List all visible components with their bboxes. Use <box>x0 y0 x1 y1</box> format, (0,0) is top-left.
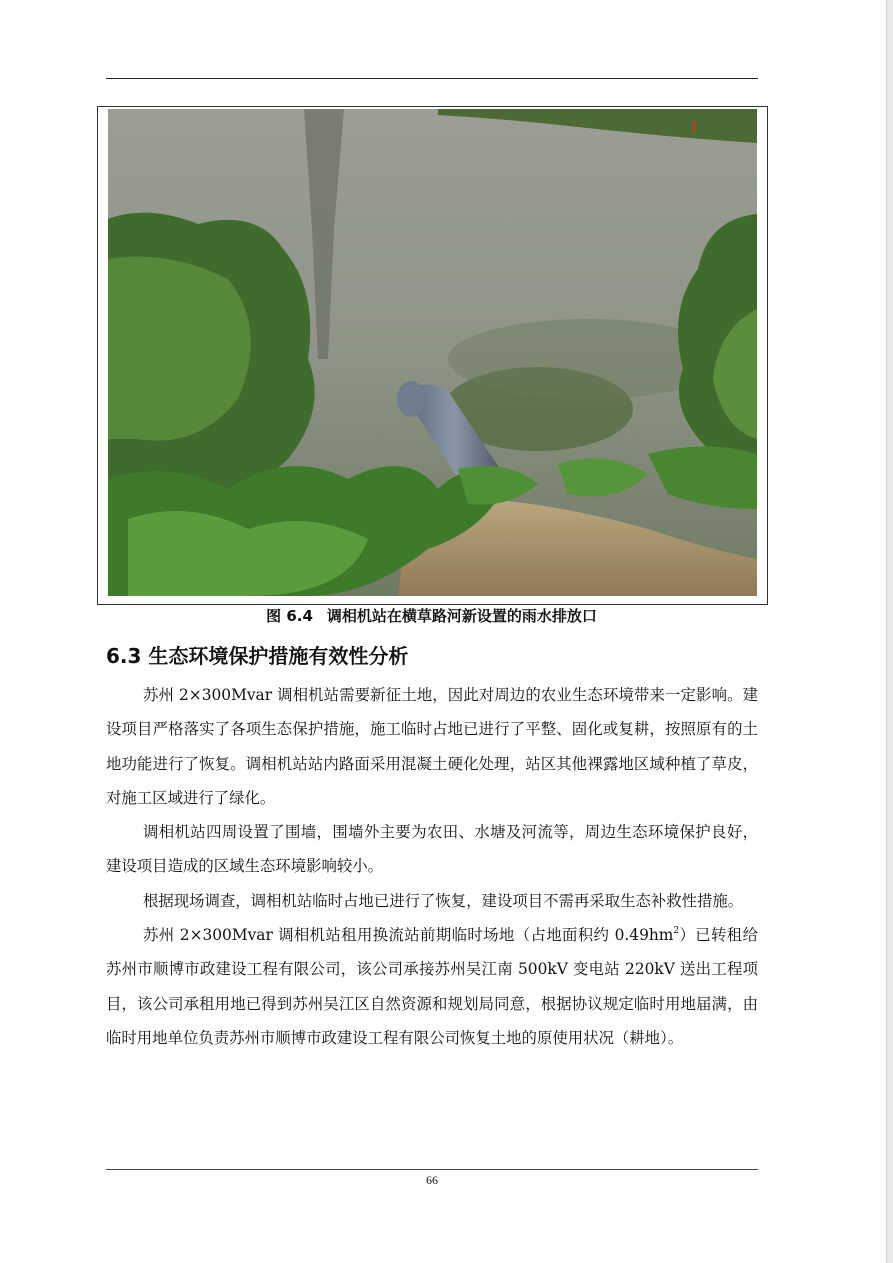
paragraph-2: 调相机站四周设置了围墙，围墙外主要为农田、水塘及河流等，周边生态环境保护良好，建设项目造成的区域生态环境影响较小。 <box>106 823 758 876</box>
footer-rule <box>106 1169 758 1170</box>
paragraph-4-end: ）已转租给苏州市顺博市政建设工程有限公司，该公司承接苏州吴江南 500kV 变电站 220kV 送出工程项目，该公司承租用地已得到苏州吴江区自然资源和规划局同意，根据协议规定临时用地届满，由临时用地单位负责苏州市顺博市政建设工程有限公司恢复土地的原使用状况（耕地）。 <box>106 926 758 1047</box>
page-edge <box>886 0 893 1263</box>
section-heading: 6.3 生态环境保护措施有效性分析 <box>106 644 409 668</box>
figure-caption-text: 调相机站在横草路河新设置的雨水排放口 <box>326 607 597 625</box>
page-number: 66 <box>426 1173 438 1187</box>
figure-number: 图 6.4 <box>266 607 313 625</box>
header-rule <box>106 78 758 79</box>
paragraph-4-start: 苏州 2×300Mvar 调相机站租用换流站前期临时场地（占地面积约 0.49hm <box>142 926 674 945</box>
figure-frame <box>97 106 768 605</box>
paragraph-1: 苏州 2×300Mvar 调相机站需要新征土地，因此对周边的农业生态环境带来一定影响。建设项目严格落实了各项生态保护措施，施工临时占地已进行了平整、固化或复耕，按照原有的土地功能进行了恢复。调相机站站内路面采用混凝土硬化处理，站区其他裸露地区域种植了草皮，对施工区域进行了绿化。 <box>106 686 758 807</box>
paragraph-4 <box>106 918 758 1055</box>
river-outfall-photo <box>108 109 757 596</box>
figure-caption <box>97 605 766 626</box>
superscript-2: 2 <box>673 925 680 936</box>
body-text <box>106 678 758 1055</box>
paragraph-3: 根据现场调查，调相机站临时占地已进行了恢复，建设项目不需再采取生态补救性措施。 <box>142 891 744 910</box>
